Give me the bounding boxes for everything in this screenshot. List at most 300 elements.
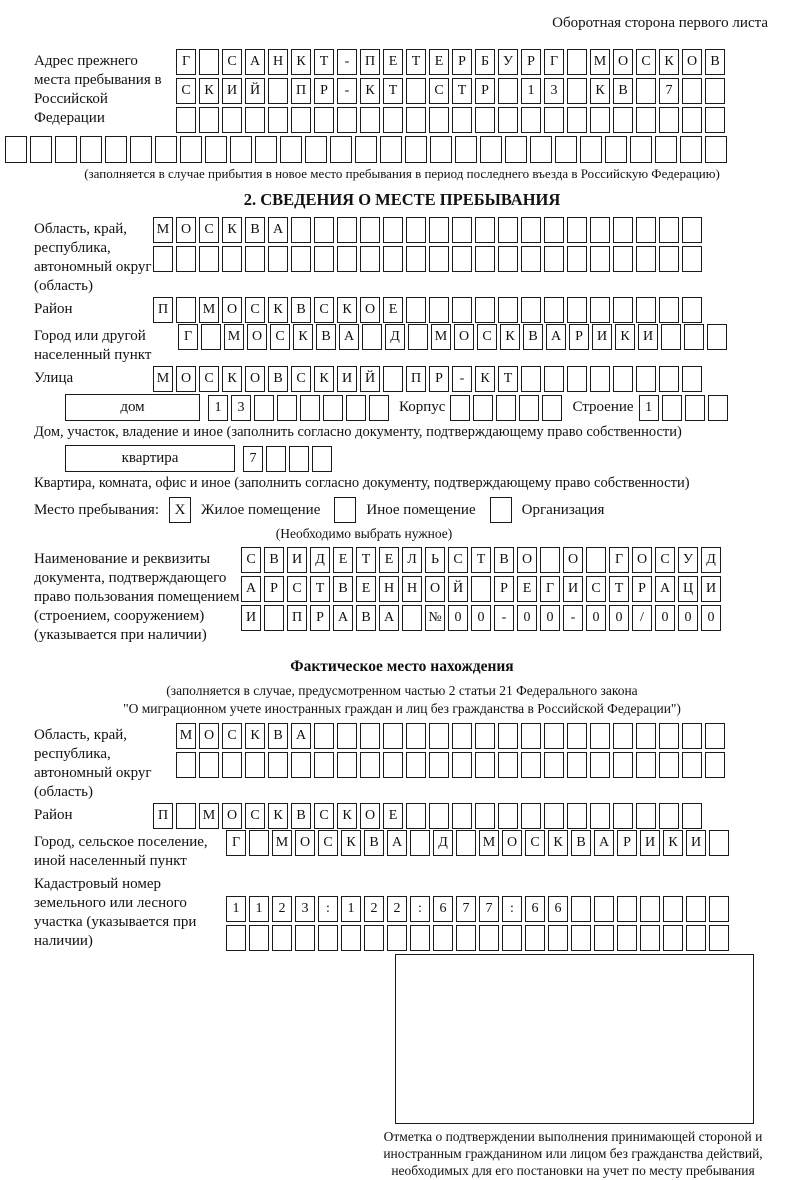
char-box[interactable] <box>613 803 633 829</box>
char-box[interactable] <box>406 803 426 829</box>
char-box[interactable] <box>567 78 587 104</box>
char-box[interactable]: Д <box>433 830 453 856</box>
char-box[interactable]: Е <box>383 297 403 323</box>
char-box[interactable] <box>498 723 518 749</box>
char-box[interactable]: О <box>247 324 267 350</box>
char-box[interactable]: 6 <box>433 896 453 922</box>
char-box[interactable] <box>682 217 702 243</box>
char-box[interactable]: 2 <box>387 896 407 922</box>
char-box[interactable]: В <box>291 803 311 829</box>
char-box[interactable]: У <box>678 547 698 573</box>
char-box[interactable] <box>709 830 729 856</box>
char-box[interactable] <box>199 107 219 133</box>
char-box[interactable]: Р <box>264 576 284 602</box>
char-box[interactable] <box>452 246 472 272</box>
char-box[interactable]: М <box>199 803 219 829</box>
char-box[interactable]: Г <box>544 49 564 75</box>
char-box[interactable]: К <box>341 830 361 856</box>
char-box[interactable] <box>571 925 591 951</box>
char-box[interactable] <box>230 136 252 163</box>
char-box[interactable] <box>295 925 315 951</box>
char-box[interactable] <box>406 297 426 323</box>
char-box[interactable] <box>222 107 242 133</box>
char-box[interactable] <box>567 723 587 749</box>
char-box[interactable] <box>636 803 656 829</box>
char-box[interactable] <box>544 246 564 272</box>
char-box[interactable]: О <box>222 297 242 323</box>
char-box[interactable]: М <box>224 324 244 350</box>
char-box[interactable] <box>630 136 652 163</box>
char-box[interactable] <box>580 136 602 163</box>
char-box[interactable] <box>305 136 327 163</box>
char-box[interactable] <box>544 217 564 243</box>
char-box[interactable] <box>5 136 27 163</box>
char-box[interactable]: С <box>636 49 656 75</box>
char-box[interactable] <box>544 107 564 133</box>
char-box[interactable] <box>613 297 633 323</box>
char-box[interactable] <box>429 803 449 829</box>
char-box[interactable]: И <box>638 324 658 350</box>
char-box[interactable]: Д <box>385 324 405 350</box>
char-box[interactable] <box>661 324 681 350</box>
char-box[interactable] <box>613 752 633 778</box>
char-box[interactable] <box>636 78 656 104</box>
char-box[interactable] <box>201 324 221 350</box>
char-box[interactable]: В <box>268 723 288 749</box>
char-box[interactable] <box>567 107 587 133</box>
char-box[interactable] <box>525 925 545 951</box>
char-box[interactable] <box>502 925 522 951</box>
char-box[interactable]: К <box>548 830 568 856</box>
char-box[interactable] <box>337 217 357 243</box>
char-box[interactable] <box>590 217 610 243</box>
char-box[interactable]: 0 <box>517 605 537 631</box>
char-box[interactable] <box>475 803 495 829</box>
char-box[interactable]: К <box>360 78 380 104</box>
char-box[interactable] <box>709 925 729 951</box>
char-box[interactable] <box>505 136 527 163</box>
char-box[interactable] <box>452 217 472 243</box>
char-box[interactable] <box>567 297 587 323</box>
char-box[interactable] <box>383 217 403 243</box>
char-box[interactable] <box>245 246 265 272</box>
char-box[interactable] <box>680 136 702 163</box>
char-box[interactable]: Н <box>379 576 399 602</box>
char-box[interactable]: 0 <box>540 605 560 631</box>
char-box[interactable]: М <box>479 830 499 856</box>
char-box[interactable] <box>222 752 242 778</box>
char-box[interactable] <box>708 395 728 421</box>
char-box[interactable] <box>314 752 334 778</box>
char-box[interactable] <box>636 752 656 778</box>
char-box[interactable]: 1 <box>521 78 541 104</box>
char-box[interactable]: С <box>586 576 606 602</box>
char-box[interactable]: М <box>176 723 196 749</box>
char-box[interactable] <box>289 446 309 472</box>
char-box[interactable]: А <box>339 324 359 350</box>
char-box[interactable] <box>682 723 702 749</box>
char-box[interactable] <box>498 752 518 778</box>
char-box[interactable] <box>30 136 52 163</box>
char-box[interactable]: В <box>356 605 376 631</box>
char-box[interactable] <box>456 830 476 856</box>
char-box[interactable] <box>452 297 472 323</box>
char-box[interactable] <box>475 107 495 133</box>
char-box[interactable] <box>521 803 541 829</box>
char-box[interactable]: Р <box>310 605 330 631</box>
char-box[interactable] <box>410 830 430 856</box>
char-box[interactable]: В <box>245 217 265 243</box>
char-box[interactable] <box>452 107 472 133</box>
char-box[interactable]: А <box>291 723 311 749</box>
char-box[interactable] <box>636 297 656 323</box>
char-box[interactable] <box>314 107 334 133</box>
char-box[interactable] <box>337 107 357 133</box>
char-box[interactable]: 2 <box>272 896 292 922</box>
char-box[interactable]: 0 <box>609 605 629 631</box>
char-box[interactable] <box>249 830 269 856</box>
char-box[interactable]: Ь <box>425 547 445 573</box>
char-box[interactable] <box>519 395 539 421</box>
char-box[interactable] <box>475 297 495 323</box>
char-box[interactable] <box>498 217 518 243</box>
char-box[interactable] <box>176 752 196 778</box>
char-box[interactable]: О <box>295 830 315 856</box>
char-box[interactable] <box>280 136 302 163</box>
char-box[interactable]: В <box>264 547 284 573</box>
char-box[interactable] <box>430 136 452 163</box>
char-box[interactable] <box>590 246 610 272</box>
char-box[interactable] <box>314 246 334 272</box>
char-box[interactable]: М <box>153 217 173 243</box>
char-box[interactable]: К <box>293 324 313 350</box>
char-box[interactable] <box>429 297 449 323</box>
char-box[interactable] <box>709 896 729 922</box>
char-box[interactable]: - <box>337 78 357 104</box>
char-box[interactable]: И <box>337 366 357 392</box>
char-box[interactable] <box>318 925 338 951</box>
char-box[interactable]: Е <box>379 547 399 573</box>
char-box[interactable]: № <box>425 605 445 631</box>
char-box[interactable] <box>475 752 495 778</box>
char-box[interactable] <box>291 752 311 778</box>
char-box[interactable] <box>406 752 426 778</box>
char-box[interactable]: Т <box>314 49 334 75</box>
char-box[interactable] <box>362 324 382 350</box>
char-box[interactable]: И <box>640 830 660 856</box>
char-box[interactable]: Й <box>245 78 265 104</box>
char-box[interactable]: 1 <box>208 395 228 421</box>
char-box[interactable]: Р <box>452 49 472 75</box>
char-box[interactable] <box>346 395 366 421</box>
char-box[interactable]: С <box>222 49 242 75</box>
char-box[interactable] <box>300 395 320 421</box>
char-box[interactable] <box>337 246 357 272</box>
char-box[interactable] <box>555 136 577 163</box>
char-box[interactable]: Р <box>617 830 637 856</box>
char-box[interactable]: Д <box>701 547 721 573</box>
char-box[interactable] <box>682 752 702 778</box>
char-box[interactable] <box>705 136 727 163</box>
char-box[interactable]: Г <box>178 324 198 350</box>
char-box[interactable]: Г <box>540 576 560 602</box>
char-box[interactable]: 0 <box>448 605 468 631</box>
char-box[interactable] <box>659 217 679 243</box>
char-box[interactable]: Й <box>448 576 468 602</box>
char-box[interactable] <box>176 803 196 829</box>
char-box[interactable]: М <box>199 297 219 323</box>
char-box[interactable] <box>498 78 518 104</box>
char-box[interactable]: А <box>245 49 265 75</box>
char-box[interactable] <box>663 896 683 922</box>
char-box[interactable]: О <box>360 803 380 829</box>
char-box[interactable]: С <box>448 547 468 573</box>
char-box[interactable]: 1 <box>249 896 269 922</box>
char-box[interactable] <box>291 217 311 243</box>
char-box[interactable]: В <box>268 366 288 392</box>
char-box[interactable]: А <box>333 605 353 631</box>
char-box[interactable]: Т <box>406 49 426 75</box>
char-box[interactable] <box>636 246 656 272</box>
char-box[interactable] <box>498 297 518 323</box>
char-box[interactable]: В <box>316 324 336 350</box>
char-box[interactable] <box>360 217 380 243</box>
char-box[interactable] <box>360 246 380 272</box>
char-box[interactable]: С <box>429 78 449 104</box>
char-box[interactable] <box>405 136 427 163</box>
char-box[interactable] <box>613 366 633 392</box>
char-box[interactable]: П <box>153 803 173 829</box>
char-box[interactable] <box>406 723 426 749</box>
char-box[interactable]: О <box>245 366 265 392</box>
char-box[interactable]: К <box>337 297 357 323</box>
char-box[interactable] <box>452 803 472 829</box>
char-box[interactable]: О <box>502 830 522 856</box>
char-box[interactable]: А <box>241 576 261 602</box>
char-box[interactable]: : <box>410 896 430 922</box>
char-box[interactable] <box>682 107 702 133</box>
char-box[interactable] <box>567 803 587 829</box>
char-box[interactable] <box>682 803 702 829</box>
char-box[interactable]: Г <box>176 49 196 75</box>
char-box[interactable] <box>130 136 152 163</box>
char-box[interactable]: А <box>387 830 407 856</box>
char-box[interactable]: 0 <box>655 605 675 631</box>
char-box[interactable]: К <box>475 366 495 392</box>
char-box[interactable] <box>544 803 564 829</box>
char-box[interactable] <box>268 107 288 133</box>
char-box[interactable]: О <box>682 49 702 75</box>
char-box[interactable] <box>402 605 422 631</box>
char-box[interactable]: У <box>498 49 518 75</box>
char-box[interactable]: П <box>287 605 307 631</box>
char-box[interactable]: С <box>270 324 290 350</box>
char-box[interactable] <box>705 752 725 778</box>
char-box[interactable]: О <box>199 723 219 749</box>
char-box[interactable]: Т <box>452 78 472 104</box>
char-box[interactable] <box>360 752 380 778</box>
char-box[interactable]: 7 <box>456 896 476 922</box>
char-box[interactable]: А <box>546 324 566 350</box>
char-box[interactable] <box>452 723 472 749</box>
char-box[interactable]: К <box>222 366 242 392</box>
char-box[interactable] <box>617 925 637 951</box>
char-box[interactable] <box>659 297 679 323</box>
char-box[interactable] <box>199 246 219 272</box>
char-box[interactable] <box>383 366 403 392</box>
char-box[interactable]: М <box>153 366 173 392</box>
char-box[interactable] <box>222 246 242 272</box>
char-box[interactable]: Е <box>356 576 376 602</box>
char-box[interactable] <box>686 925 706 951</box>
char-box[interactable]: Е <box>333 547 353 573</box>
char-box[interactable]: 2 <box>364 896 384 922</box>
char-box[interactable] <box>205 136 227 163</box>
char-box[interactable]: О <box>176 217 196 243</box>
char-box[interactable]: С <box>525 830 545 856</box>
char-box[interactable]: М <box>272 830 292 856</box>
char-box[interactable] <box>380 136 402 163</box>
char-box[interactable] <box>479 925 499 951</box>
char-box[interactable] <box>590 366 610 392</box>
char-box[interactable] <box>521 217 541 243</box>
char-box[interactable] <box>406 246 426 272</box>
char-box[interactable]: М <box>431 324 451 350</box>
char-box[interactable] <box>429 752 449 778</box>
char-box[interactable] <box>590 723 610 749</box>
char-box[interactable] <box>355 136 377 163</box>
char-box[interactable]: И <box>701 576 721 602</box>
char-box[interactable]: О <box>425 576 445 602</box>
char-box[interactable]: Г <box>609 547 629 573</box>
char-box[interactable]: О <box>454 324 474 350</box>
char-box[interactable] <box>659 723 679 749</box>
char-box[interactable] <box>686 896 706 922</box>
char-box[interactable] <box>406 78 426 104</box>
char-box[interactable]: И <box>563 576 583 602</box>
char-box[interactable] <box>659 107 679 133</box>
char-box[interactable] <box>245 107 265 133</box>
char-box[interactable] <box>684 324 704 350</box>
char-box[interactable] <box>540 547 560 573</box>
char-box[interactable] <box>330 136 352 163</box>
char-box[interactable] <box>613 246 633 272</box>
char-box[interactable]: Й <box>360 366 380 392</box>
char-box[interactable]: К <box>245 723 265 749</box>
char-box[interactable] <box>369 395 389 421</box>
char-box[interactable] <box>498 803 518 829</box>
char-box[interactable]: Т <box>310 576 330 602</box>
char-box[interactable] <box>542 395 562 421</box>
char-box[interactable]: С <box>199 217 219 243</box>
char-box[interactable] <box>682 297 702 323</box>
char-box[interactable]: Т <box>356 547 376 573</box>
char-box[interactable]: В <box>291 297 311 323</box>
char-box[interactable] <box>590 803 610 829</box>
char-box[interactable]: И <box>686 830 706 856</box>
char-box[interactable] <box>199 49 219 75</box>
char-box[interactable]: - <box>494 605 514 631</box>
char-box[interactable]: В <box>333 576 353 602</box>
char-box[interactable] <box>473 395 493 421</box>
char-box[interactable] <box>590 107 610 133</box>
char-box[interactable]: 1 <box>639 395 659 421</box>
char-box[interactable] <box>291 246 311 272</box>
char-box[interactable] <box>544 723 564 749</box>
char-box[interactable]: О <box>613 49 633 75</box>
char-box[interactable]: Н <box>402 576 422 602</box>
char-box[interactable] <box>548 925 568 951</box>
char-box[interactable] <box>659 803 679 829</box>
char-box[interactable]: Д <box>310 547 330 573</box>
char-box[interactable] <box>590 752 610 778</box>
char-box[interactable]: А <box>655 576 675 602</box>
char-box[interactable] <box>544 297 564 323</box>
char-box[interactable] <box>429 246 449 272</box>
char-box[interactable] <box>153 246 173 272</box>
char-box[interactable] <box>636 366 656 392</box>
char-box[interactable] <box>586 547 606 573</box>
char-box[interactable] <box>408 324 428 350</box>
char-box[interactable]: П <box>291 78 311 104</box>
char-box[interactable] <box>605 136 627 163</box>
char-box[interactable] <box>249 925 269 951</box>
char-box[interactable]: Р <box>521 49 541 75</box>
char-box[interactable]: - <box>337 49 357 75</box>
char-box[interactable] <box>314 723 334 749</box>
char-box[interactable] <box>455 136 477 163</box>
char-box[interactable] <box>475 217 495 243</box>
char-box[interactable] <box>291 107 311 133</box>
char-box[interactable]: С <box>245 803 265 829</box>
char-box[interactable] <box>567 217 587 243</box>
char-box[interactable] <box>682 78 702 104</box>
organization-checkbox[interactable] <box>490 497 512 523</box>
char-box[interactable] <box>662 395 682 421</box>
char-box[interactable] <box>480 136 502 163</box>
char-box[interactable] <box>521 723 541 749</box>
char-box[interactable]: - <box>452 366 472 392</box>
char-box[interactable]: О <box>360 297 380 323</box>
char-box[interactable]: Е <box>383 49 403 75</box>
char-box[interactable]: С <box>222 723 242 749</box>
char-box[interactable] <box>682 246 702 272</box>
char-box[interactable] <box>705 723 725 749</box>
char-box[interactable] <box>226 925 246 951</box>
char-box[interactable] <box>530 136 552 163</box>
char-box[interactable]: П <box>153 297 173 323</box>
char-box[interactable]: Р <box>569 324 589 350</box>
char-box[interactable] <box>406 107 426 133</box>
char-box[interactable] <box>433 925 453 951</box>
char-box[interactable] <box>180 136 202 163</box>
char-box[interactable] <box>176 297 196 323</box>
char-box[interactable] <box>613 723 633 749</box>
char-box[interactable]: К <box>314 366 334 392</box>
char-box[interactable]: А <box>268 217 288 243</box>
char-box[interactable] <box>521 297 541 323</box>
char-box[interactable] <box>659 246 679 272</box>
char-box[interactable]: К <box>663 830 683 856</box>
char-box[interactable] <box>655 136 677 163</box>
char-box[interactable]: К <box>500 324 520 350</box>
char-box[interactable]: Н <box>268 49 288 75</box>
char-box[interactable]: К <box>337 803 357 829</box>
char-box[interactable]: 6 <box>525 896 545 922</box>
char-box[interactable] <box>640 925 660 951</box>
char-box[interactable] <box>323 395 343 421</box>
char-box[interactable]: И <box>241 605 261 631</box>
